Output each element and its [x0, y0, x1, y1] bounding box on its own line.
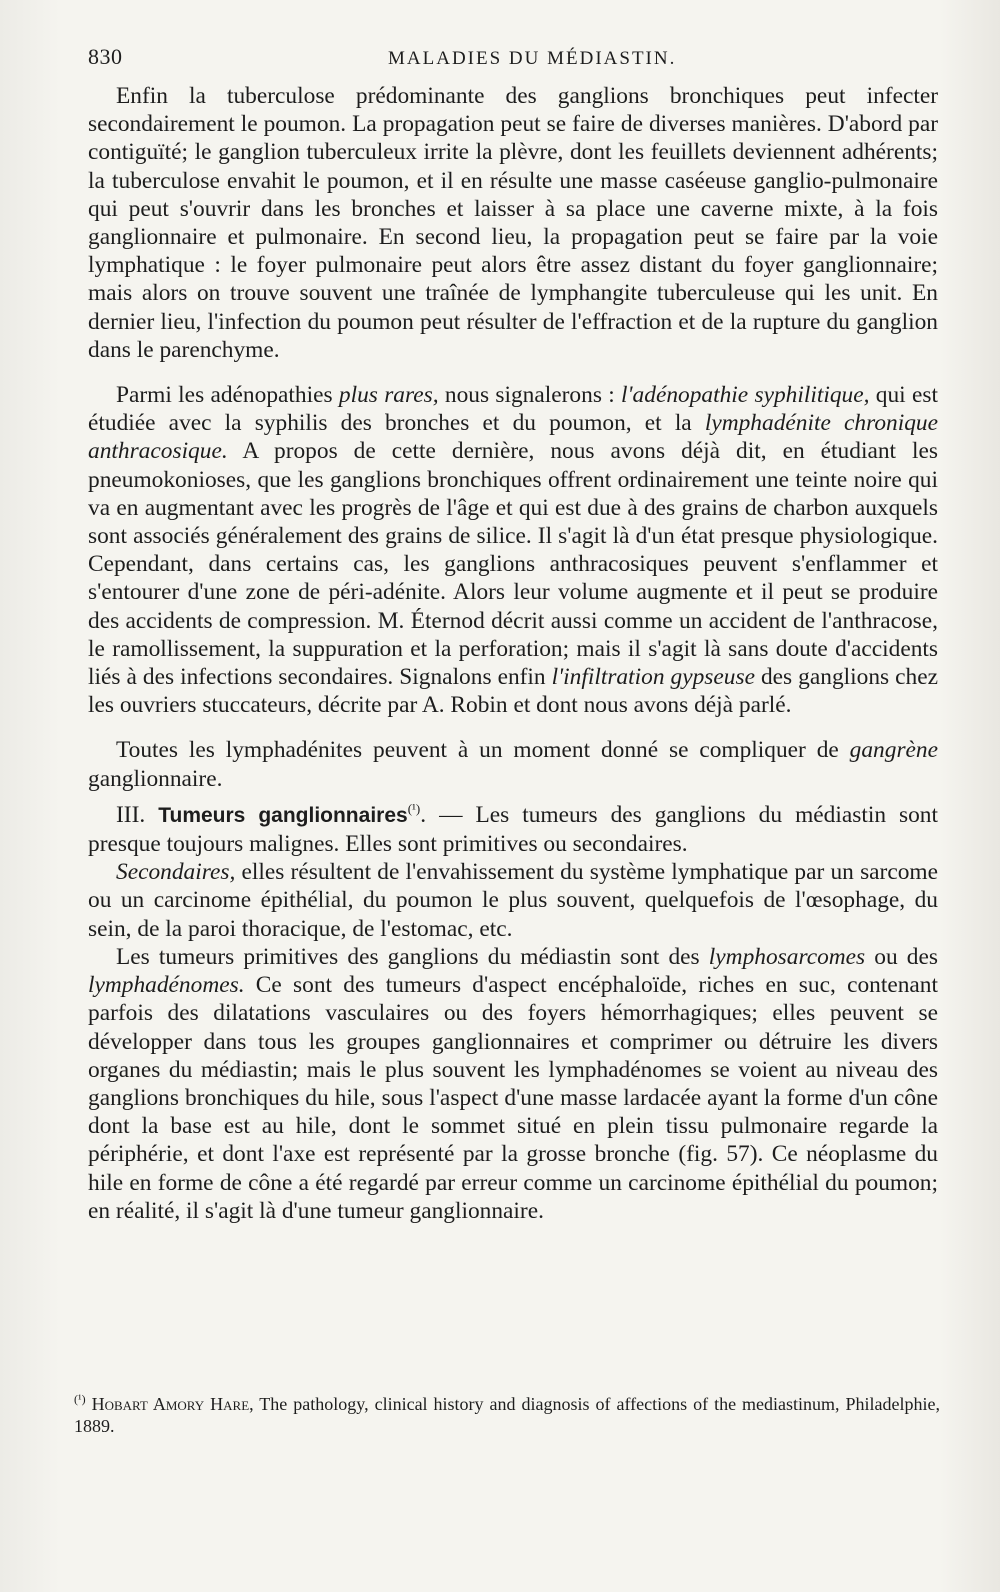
- section-heading: Tumeurs ganglionnaires: [158, 803, 408, 827]
- text-run: A propos de cette dernière, nous avons déjà dit, en étudiant les pneumokonioses, que les ganglions bronchiques offrent ordinairement une teinte noire qui va en augmentant avec les progrès de l'âge et qui est due à des grains de charbon auxquels sont associés généralement des grains de silice. Il s'agit là d'un état presque physiologique. Cependant, dans certains cas, les ganglions anthracosiques peuvent s'enflammer et s'entourer d'une zone de péri-adénite. Alors leur volume augmente et il peut se produire des accidents de compression. M. Éternod décrit aussi comme un accident de l'anthracose, le ramollissement, la suppuration et la perforation; mais il s'agit là sans doute d'accidents liés à des infections secondaires. Signalons enfin: [88, 438, 938, 691]
- paragraph-secondary-tumours: [88, 858, 938, 943]
- paragraph-tumours-heading: [88, 801, 938, 858]
- emphasis: lymphosarcomes: [708, 943, 866, 970]
- footnote-text: The pathology, clinical history and diagnosis of affections of the mediastinum, Philadelphie, 1889.: [74, 1394, 941, 1436]
- emphasis: gangrène: [849, 737, 938, 764]
- text-run: Toutes les lymphadénites peuvent à un moment donné se compliquer de: [116, 737, 850, 764]
- paragraph-tuberculosis-spread: [88, 82, 938, 364]
- body-text: [88, 82, 938, 1225]
- text-run: ou des: [865, 943, 938, 970]
- footnote-mark: (¹): [74, 1392, 86, 1406]
- page-header: [88, 44, 940, 74]
- running-title: MALADIES DU MÉDIASTIN.: [388, 48, 677, 69]
- emphasis: plus rares,: [338, 382, 439, 409]
- footnote: [74, 1388, 940, 1437]
- footnote-ref: (¹): [407, 801, 421, 817]
- emphasis: lymphadénite chronique anthracosique.: [88, 410, 938, 465]
- text-run: qui est étudiée avec la syphilis des bronches et du poumon, et la: [88, 382, 938, 437]
- emphasis: l'adénopathie syphilitique,: [621, 382, 870, 409]
- section-numeral: III.: [116, 801, 159, 828]
- text-run: Les tumeurs primitives des ganglions du médiastin sont des: [116, 943, 709, 970]
- footnote-author: Hobart Amory Hare,: [91, 1394, 254, 1414]
- text-run: Ce sont des tumeurs d'aspect encéphaloïde, riches en suc, contenant parfois des dilatations vasculaires ou des foyers hémorrhagiques; elles peuvent se développer dans tous les groupes ganglionnaires et comprimer ou détruire les divers organes du médiastin; mais le plus souvent les lymphadénomes se voient au niveau des ganglions bronchiques du hile, sous l'aspect d'une masse lardacée ayant la forme d'un cône dont la base est au hile, dont le sommet situé en plein tissu pulmonaire regarde la périphérie, et dont l'axe est représenté par la grosse bronche (fig. 57). Ce néoplasme du hile en forme de cône a été regardé par erreur comme un carcinome épithélial du poumon; en réalité, il s'agit là d'une tumeur ganglionnaire.: [88, 972, 938, 1224]
- paragraph-text: Enfin la tuberculose prédominante des ganglions bronchiques peut infecter secondairement le poumon. La propagation peut se faire de diverses manières. D'abord par contiguïté; le ganglion tuberculeux irrite la plèvre, dont les feuillets deviennent adhérents; la tuberculose envahit le poumon, et il en résulte une masse caséeuse ganglio-pulmonaire qui peut s'ouvrir dans les bronches et laisser à sa place une caverne mixte, à la fois ganglionnaire et pulmonaire. En second lieu, la propagation peut se faire par la voie lymphatique : le foyer pulmonaire peut alors être assez distant du foyer ganglionnaire; mais alors on trouve souvent une traînée de lymphangite tuberculeuse qui les unit. En dernier lieu, l'infection du poumon peut résulter de l'effraction et de la rupture du ganglion dans le parenchyme.: [88, 83, 938, 363]
- emphasis: lymphadénomes.: [88, 972, 245, 999]
- text-run: . — Les tumeurs des ganglions du médiastin sont presque toujours malignes. Elles sont primitives ou secondaires.: [88, 801, 938, 858]
- page-number: 830: [88, 44, 123, 69]
- paragraph-rare-adenopathies: [88, 381, 938, 719]
- text-run: des ganglions chez les ouvriers stuccateurs, décrite par A. Robin et dont nous avons déjà parlé.: [88, 664, 938, 719]
- text-run: ganglionnaire.: [88, 765, 223, 792]
- text-run: Parmi les adénopathies: [116, 382, 339, 409]
- emphasis: l'infiltration gypseuse: [551, 664, 755, 691]
- text-run: elles résultent de l'envahissement du système lymphatique par un sarcome ou un carcinome épithélial, du poumon le plus souvent, quelquefois de l'œsophage, du sein, de la paroi thoracique, de l'estomac, etc.: [88, 859, 938, 942]
- paragraph-gangrene: [88, 736, 938, 792]
- emphasis: Secondaires,: [116, 859, 236, 886]
- text-run: nous signalerons :: [438, 382, 622, 409]
- paragraph-primary-tumours: [88, 943, 938, 1225]
